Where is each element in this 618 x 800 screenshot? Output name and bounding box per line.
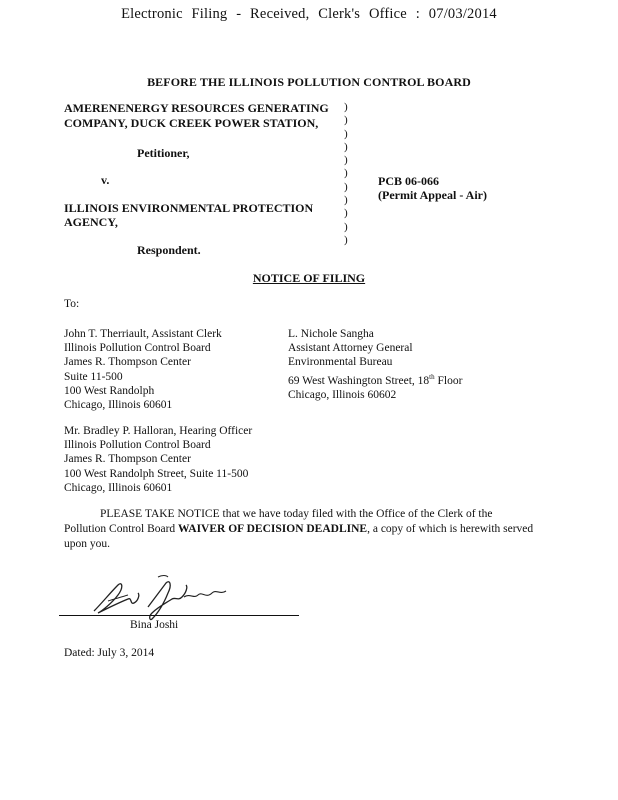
caption-bracket: ) <box>344 154 348 167</box>
caption-bracket: ) <box>344 194 348 207</box>
address-line: Assistant Attorney General <box>288 342 413 355</box>
address-line-street <box>288 370 462 388</box>
filing-stamp: Electronic Filing - Received, Clerk's Office : 07/03/2014 <box>121 6 497 22</box>
recipient-clerk-address <box>64 327 222 412</box>
petitioner-name-line2: COMPANY, DUCK CREEK POWER STATION, <box>64 116 319 130</box>
caption-bracket: ) <box>344 140 348 153</box>
caption-bracket: ) <box>344 167 348 180</box>
to-label: To: <box>64 298 80 310</box>
signature-line <box>59 615 299 616</box>
caption-bracket: ) <box>344 220 348 233</box>
address-line: Illinois Pollution Control Board <box>64 439 211 452</box>
address-line: 100 West Randolph <box>64 384 155 397</box>
address-line: James R. Thompson Center <box>64 356 191 369</box>
recipient-attorney-general-address <box>288 327 462 402</box>
street-prefix: 69 West Washington Street, 18 <box>288 374 430 387</box>
address-line: L. Nichole Sangha <box>288 328 374 340</box>
caption-bracket: ) <box>344 180 348 193</box>
address-line: John T. Therriault, Assistant Clerk <box>64 328 222 340</box>
respondent-name-line2: AGENCY, <box>64 215 118 229</box>
board-heading: BEFORE THE ILLINOIS POLLUTION CONTROL BOARD <box>147 75 471 89</box>
waiver-title: WAIVER OF DECISION DEADLINE <box>178 523 368 535</box>
address-line: 100 West Randolph Street, Suite 11-500 <box>64 467 249 480</box>
notice-title: NOTICE OF FILING <box>252 271 366 285</box>
case-type: (Permit Appeal - Air) <box>378 188 487 202</box>
address-line: Illinois Pollution Control Board <box>64 342 211 355</box>
petitioner-role: Petitioner, <box>137 146 190 160</box>
petitioner-name-line1: AMERENENERGY RESOURCES GENERATING <box>64 101 329 115</box>
case-number: PCB 06-066 <box>378 174 439 188</box>
address-line: Chicago, Illinois 60601 <box>64 481 173 494</box>
caption-bracket: ) <box>344 101 348 113</box>
address-line: Chicago, Illinois 60601 <box>64 399 173 412</box>
street-suffix: Floor <box>434 374 463 387</box>
please-take-notice: PLEASE TAKE NOTICE <box>100 508 220 520</box>
paragraph-text-end: , a copy of which is herewith served upon you. <box>64 523 534 550</box>
versus-label: v. <box>101 173 110 187</box>
address-line: Mr. Bradley P. Halloran, Hearing Officer <box>64 425 253 437</box>
caption-bracket: ) <box>344 127 348 140</box>
floor-superscript: th <box>429 372 435 381</box>
caption-bracket: ) <box>344 233 348 246</box>
signer-name: Bina Joshi <box>130 619 179 631</box>
paragraph-text: that we have today filed with the Office of the Clerk of the Pollution Control Board <box>64 508 493 535</box>
notice-paragraph <box>64 507 534 552</box>
address-line: James R. Thompson Center <box>64 453 191 466</box>
respondent-role: Respondent. <box>137 243 201 257</box>
address-line: Suite 11-500 <box>64 370 123 383</box>
caption-brackets <box>344 101 348 247</box>
recipient-hearing-officer-address <box>64 424 252 495</box>
address-line: Chicago, Illinois 60602 <box>288 388 397 401</box>
caption-bracket: ) <box>344 114 348 127</box>
caption-bracket: ) <box>344 207 348 220</box>
respondent-name-line1: ILLINOIS ENVIRONMENTAL PROTECTION <box>64 201 314 215</box>
dated-line: Dated: July 3, 2014 <box>64 647 155 659</box>
address-line: Environmental Bureau <box>288 356 393 369</box>
